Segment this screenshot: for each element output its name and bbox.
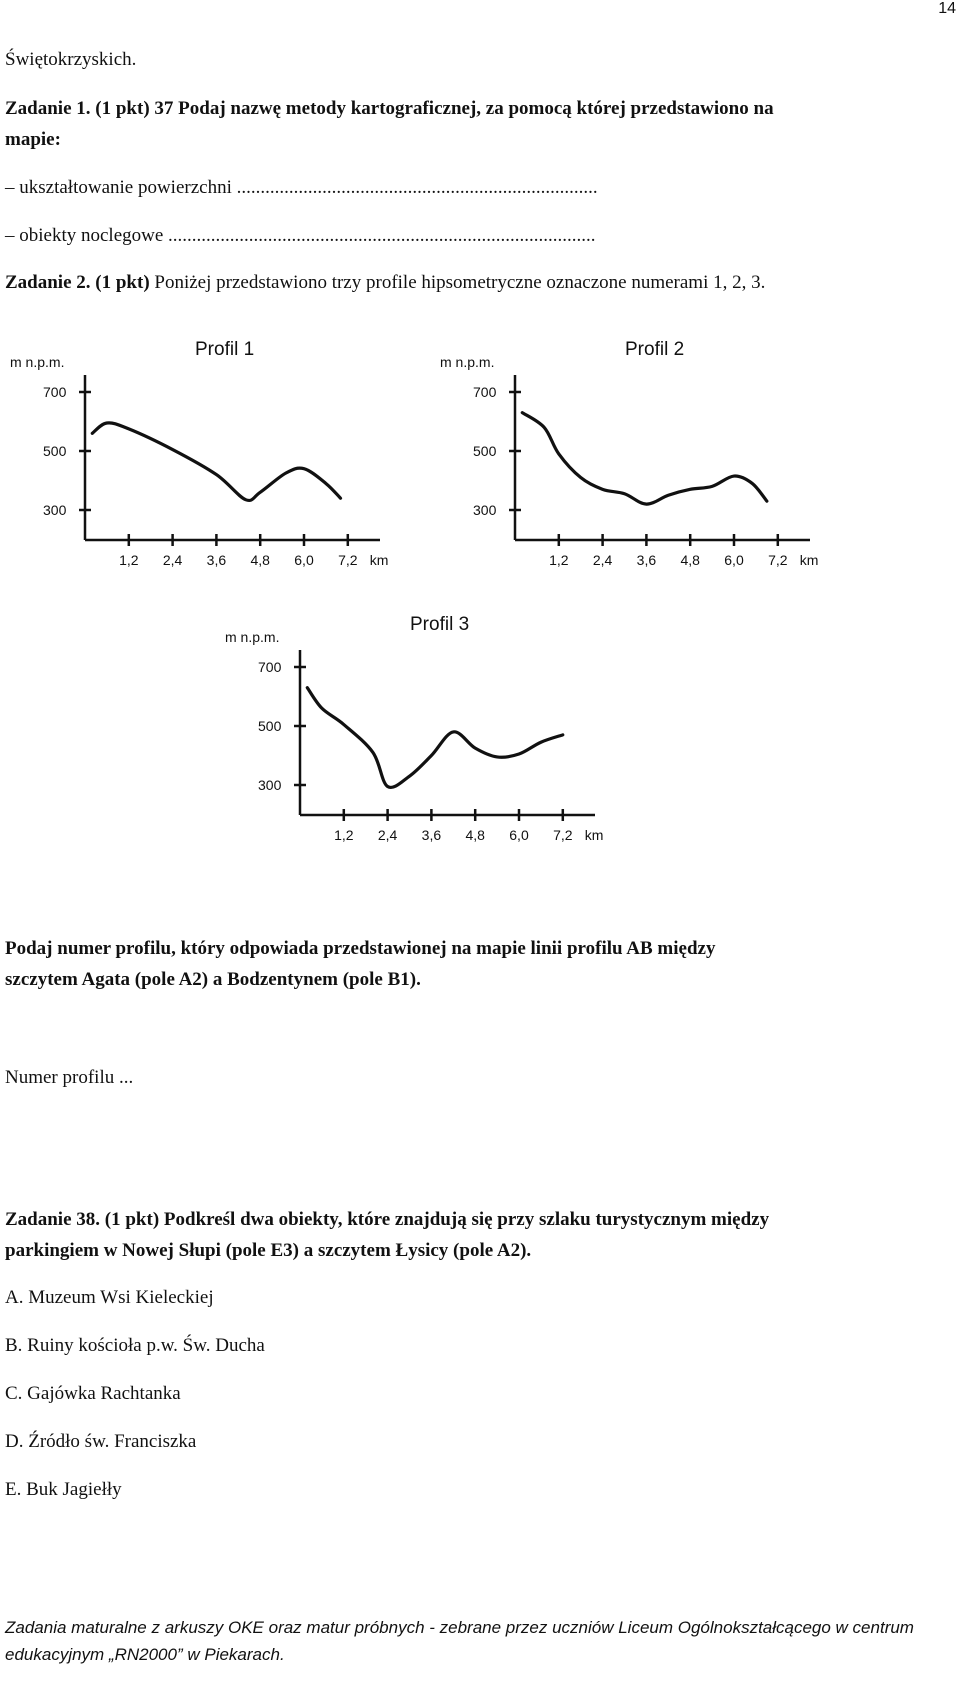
- task38-label: Zadanie 38.: [5, 1209, 101, 1230]
- x-tick-label: 4,8: [250, 552, 270, 568]
- task38-header: [5, 1208, 769, 1232]
- task2-question-line1: Podaj numer profilu, który odpowiada przedstawionej na mapie linii profilu AB między: [5, 938, 716, 959]
- x-tick-label: 6,0: [294, 552, 314, 568]
- profile-line: [307, 688, 563, 788]
- chart-title: Profil 2: [625, 339, 685, 360]
- x-tick-label: 6,0: [509, 827, 529, 843]
- profile-line: [92, 423, 340, 501]
- footer-line2: edukacyjnym „RN2000” w Piekarach.: [5, 1645, 285, 1664]
- footer-line1: Zadania maturalne z arkuszy OKE oraz matur próbnych - zebrane przez uczniów Liceum Ogólnokształcącego w centrum: [5, 1618, 914, 1637]
- x-tick-label: 6,0: [724, 552, 744, 568]
- x-tick-label: 4,8: [465, 827, 485, 843]
- y-tick-label: 700: [258, 659, 282, 675]
- y-tick-label: 500: [258, 718, 282, 734]
- x-tick-label: 2,4: [377, 827, 398, 843]
- chart-title: Profil 1: [195, 339, 255, 360]
- x-tick-label: 7,2: [768, 552, 788, 568]
- x-tick-label: 3,6: [206, 552, 227, 568]
- task1-header: [5, 97, 774, 121]
- x-tick-label: 7,2: [553, 827, 573, 843]
- y-tick-label: 300: [43, 502, 67, 518]
- profile-chart-1: [0, 330, 440, 580]
- task38-question-line1: (1 pkt) Podkreśl dwa obiekty, które znajdują się przy szlaku turystycznym między: [104, 1209, 770, 1230]
- page-number: 14: [938, 0, 956, 17]
- intro-line: Świętokrzyskich.: [5, 49, 137, 70]
- x-tick-label: 1,2: [549, 552, 569, 568]
- task38-question-line2: parkingiem w Nowej Słupi (pole E3) a szczytem Łysicy (pole A2).: [5, 1240, 532, 1261]
- y-tick-label: 700: [473, 384, 497, 400]
- task38-option-a[interactable]: A. Muzeum Wsi Kieleckiej: [5, 1287, 214, 1308]
- x-tick-label: 2,4: [592, 552, 613, 568]
- profile-chart-2: [430, 330, 870, 580]
- y-axis-label: m n.p.m.: [10, 354, 65, 370]
- x-axis-unit-label: km: [584, 827, 604, 843]
- x-tick-label: 3,6: [636, 552, 657, 568]
- x-tick-label: 2,4: [162, 552, 183, 568]
- task2-answer-prompt: Numer profilu ...: [5, 1067, 134, 1088]
- task1-label: Zadanie 1.: [5, 98, 91, 119]
- y-axis-label: m n.p.m.: [225, 629, 280, 645]
- profile-line: [522, 413, 767, 504]
- x-tick-label: 7,2: [338, 552, 358, 568]
- task1-item-relief: – ukształtowanie powierzchni ............................................................................: [5, 177, 598, 198]
- x-axis-unit-label: km: [799, 552, 819, 568]
- y-tick-label: 700: [43, 384, 67, 400]
- chart-title: Profil 3: [410, 614, 470, 635]
- y-tick-label: 500: [473, 443, 497, 459]
- task1-item-lodging: – obiekty noclegowe ..........................................................................................: [5, 225, 596, 246]
- task38-option-b[interactable]: B. Ruiny kościoła p.w. Św. Ducha: [5, 1335, 265, 1356]
- x-tick-label: 1,2: [334, 827, 354, 843]
- task2-header: [5, 271, 765, 295]
- task2-points: (1 pkt): [95, 272, 150, 293]
- task38-option-c[interactable]: C. Gajówka Rachtanka: [5, 1383, 181, 1404]
- y-axis-label: m n.p.m.: [440, 354, 495, 370]
- task38-option-e[interactable]: E. Buk Jagiełły: [5, 1479, 122, 1500]
- task2-intro: Poniżej przedstawiono trzy profile hipsometryczne oznaczone numerami 1, 2, 3.: [154, 272, 766, 293]
- task2-label: Zadanie 2.: [5, 272, 91, 293]
- task38-option-d[interactable]: D. Źródło św. Franciszka: [5, 1431, 197, 1452]
- task1-question-cont: mapie:: [5, 129, 61, 150]
- y-tick-label: 300: [473, 502, 497, 518]
- x-tick-label: 4,8: [680, 552, 700, 568]
- task1-question: Podaj nazwę metody kartograficznej, za pomocą której przedstawiono na: [178, 98, 774, 119]
- profile-chart-3: [215, 605, 655, 855]
- y-tick-label: 500: [43, 443, 67, 459]
- task2-question-line2: szczytem Agata (pole A2) a Bodzentynem (pole B1).: [5, 969, 421, 990]
- x-tick-label: 1,2: [119, 552, 139, 568]
- y-tick-label: 300: [258, 777, 282, 793]
- x-axis-unit-label: km: [369, 552, 389, 568]
- task1-points: (1 pkt) 37: [95, 98, 174, 119]
- x-tick-label: 3,6: [421, 827, 442, 843]
